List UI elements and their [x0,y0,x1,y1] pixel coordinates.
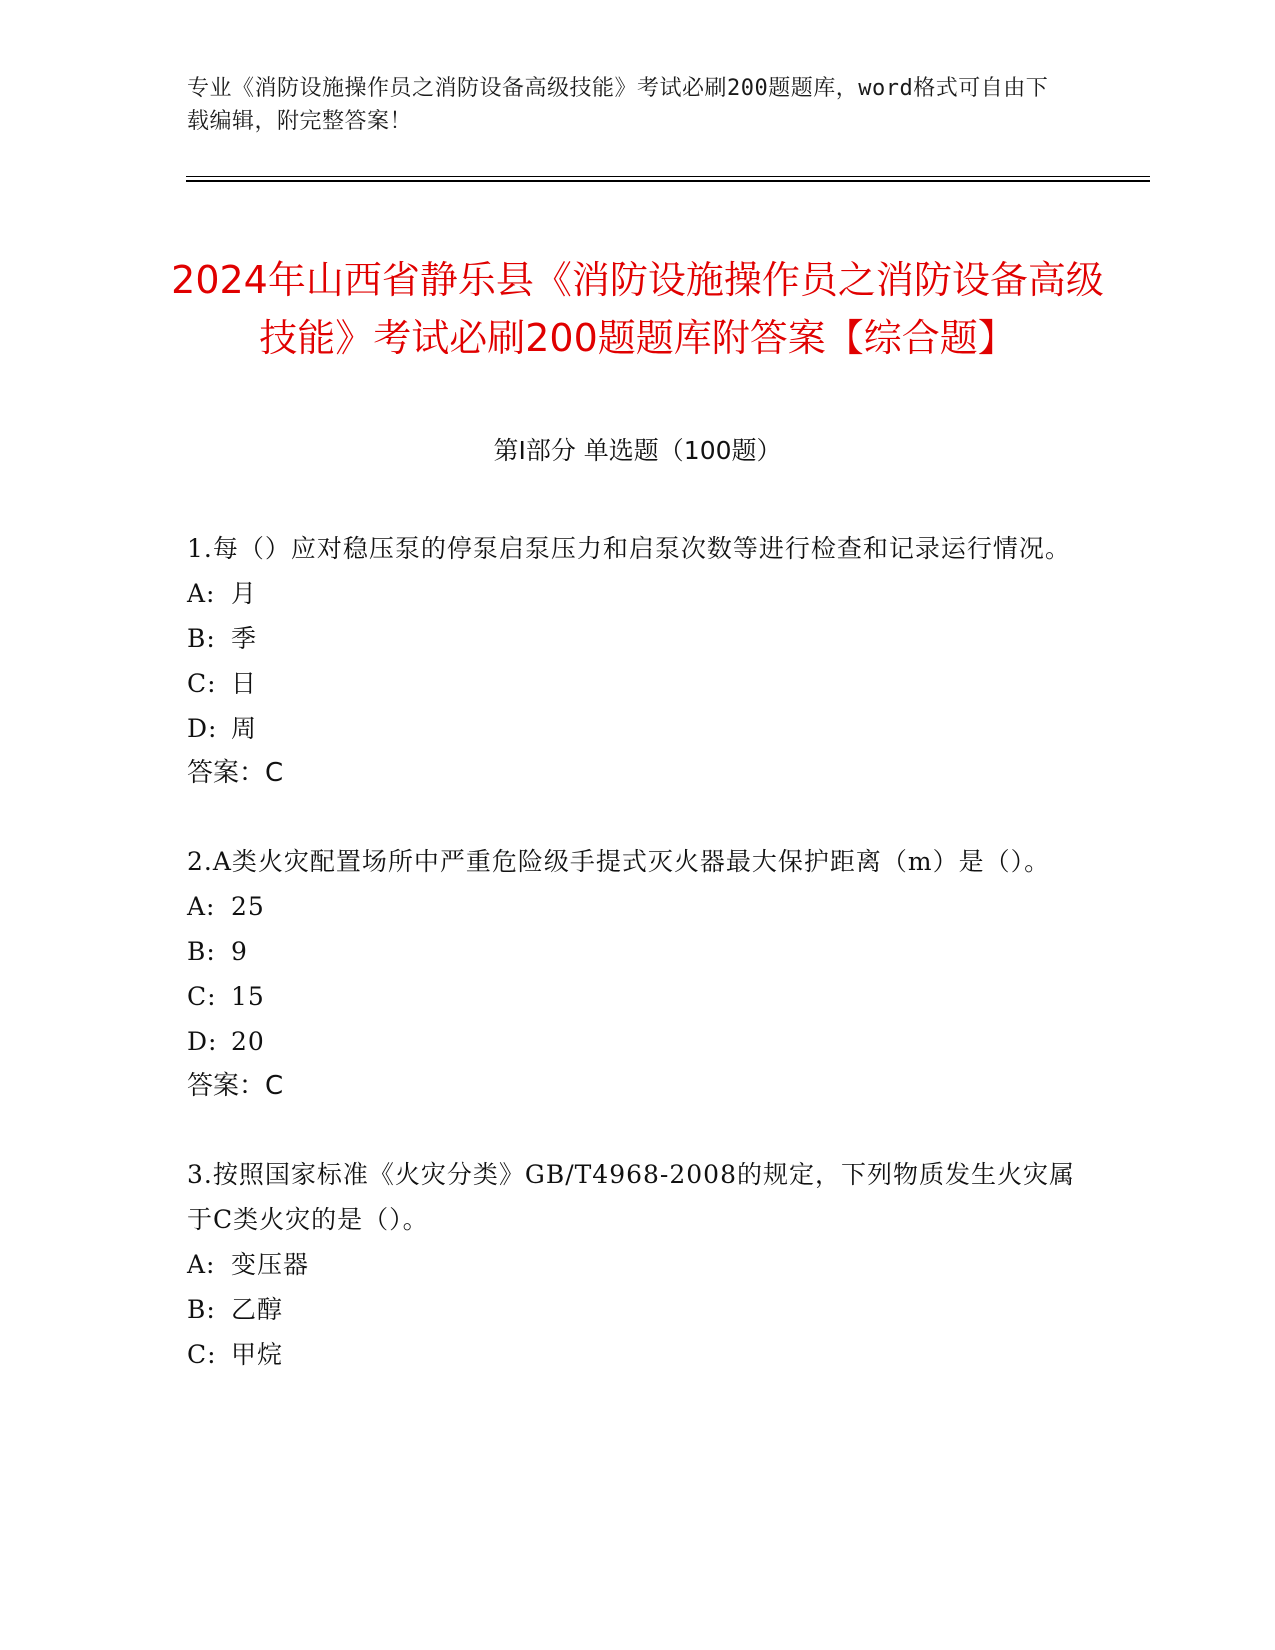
option-key: A: [187,1250,216,1279]
option-a [187,884,1087,929]
option-text: 季 [231,624,258,653]
option-text: 甲烷 [231,1340,284,1369]
question-2 [187,839,1087,1109]
header-divider-thick [186,180,1150,182]
option-text: 乙醇 [231,1295,284,1324]
option-a [187,571,1087,616]
option-d [187,1019,1087,1064]
question-3 [187,1152,1087,1377]
option-key: B: [187,624,216,653]
option-text: 9 [231,937,248,966]
option-text: 变压器 [231,1250,310,1279]
document-title: 2024年山西省静乐县《消防设施操作员之消防设备高级技能》考试必刷200题题库附答案【综合题】 [171,258,1104,361]
question-1 [187,526,1087,796]
option-text: 日 [231,669,258,698]
option-d [187,706,1087,751]
option-c [187,974,1087,1019]
option-b [187,616,1087,661]
question-stem: 3.按照国家标准《火灾分类》GB/T4968-2008的规定，下列物质发生火灾属于C类火灾的是（）。 [187,1160,1075,1234]
option-key: C: [187,669,217,698]
header-divider-thin [186,176,1150,177]
answer: 答案：C [187,758,284,788]
option-key: A: [187,892,216,921]
header-note: 专业《消防设施操作员之消防设备高级技能》考试必刷200题题库，word格式可自由下载编辑，附完整答案！ [187,76,1049,134]
option-text: 月 [231,579,258,608]
option-b [187,929,1087,974]
section-title: 第I部分 单选题（100题） [493,436,782,465]
option-key: D: [187,1027,218,1056]
option-key: A: [187,579,216,608]
option-key: C: [187,1340,217,1369]
question-list [187,526,1087,1420]
option-text: 20 [231,1027,265,1056]
answer: 答案：C [187,1071,284,1101]
question-stem: 2.A类火灾配置场所中严重危险级手提式灭火器最大保护距离（m）是（）。 [187,847,1051,876]
option-text: 周 [231,714,258,743]
question-stem: 1.每（）应对稳压泵的停泵启泵压力和启泵次数等进行检查和记录运行情况。 [187,534,1071,563]
option-key: C: [187,982,217,1011]
option-key: B: [187,937,216,966]
option-b [187,1287,1087,1332]
option-text: 25 [231,892,265,921]
option-text: 15 [231,982,265,1011]
option-c [187,661,1087,706]
option-a [187,1242,1087,1287]
option-c [187,1332,1087,1377]
option-key: B: [187,1295,216,1324]
option-key: D: [187,714,218,743]
